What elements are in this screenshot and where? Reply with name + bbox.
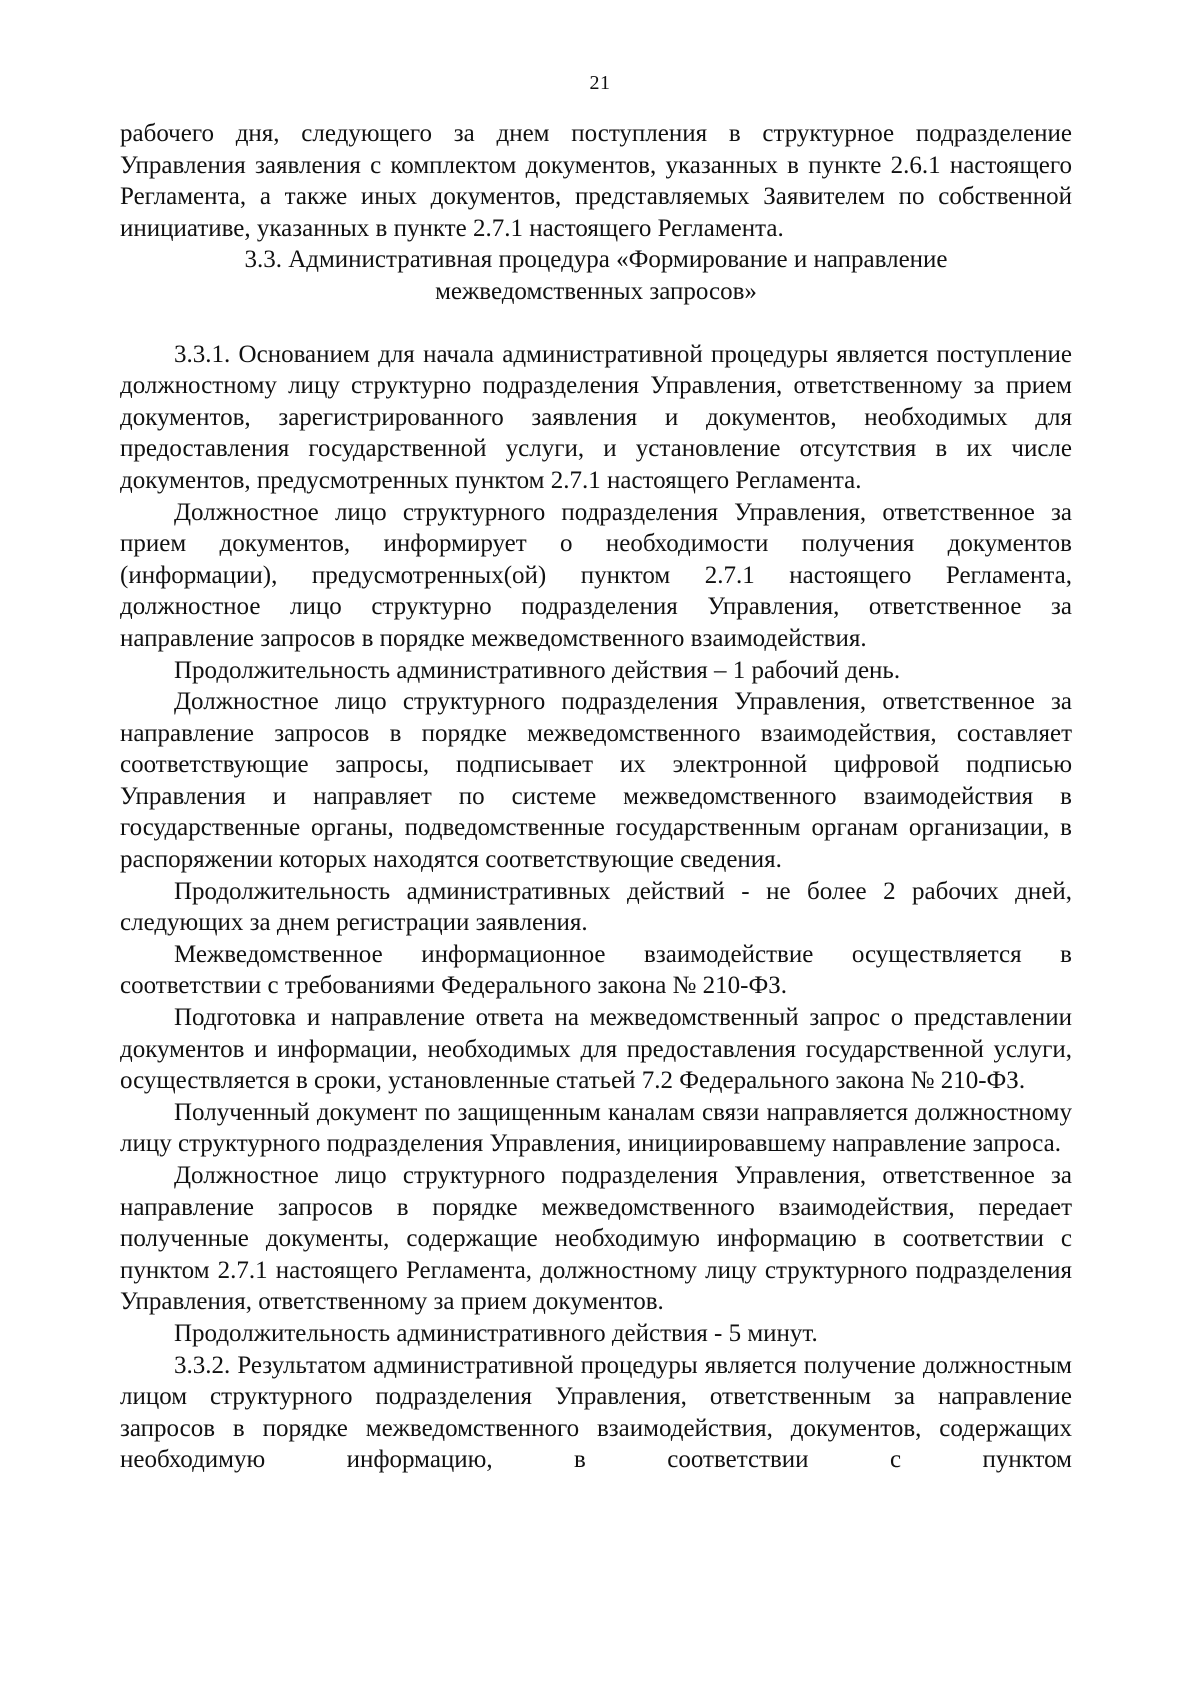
paragraph: Полученный документ по защищенным каналам связи направляется должностному лицу структурного подразделения Управления, инициировавшему направление запроса. [120,1098,1072,1158]
section-heading-line-2: межведомственных запросов» [435,277,757,305]
paragraph-3-3-1: 3.3.1. Основанием для начала административной процедуры является поступление должностному лицу структурно подразделения Управления, ответственному за прием документов, зарегистрированного заявления и документов, необходимых для предоставления государственной услуги, и установление отсутствия в их числе документов, предусмотренных пунктом 2.7.1 настоящего Регламента. [120,340,1072,494]
paragraph: Продолжительность административного действия – 1 рабочий день. [174,656,901,684]
document-body [120,118,1072,1476]
paragraph: Межведомственное информационное взаимодействие осуществляется в соответствии с требованиями Федерального закона № 210-ФЗ. [120,940,1072,1000]
paragraph: Подготовка и направление ответа на межведомственный запрос о представлении документов и информации, необходимых для предоставления государственной услуги, осуществляется в сроки, установленные статьей 7.2 Федерального закона № 210-ФЗ. [120,1004,1072,1095]
paragraph: Должностное лицо структурного подразделения Управления, ответственное за направление запросов в порядке межведомственного взаимодействия, передает полученные документы, содержащие необходимую информацию в соответствии с пунктом 2.7.1 настоящего Регламента, должностному лицу структурного подразделения Управления, ответственному за прием документов. [120,1162,1072,1316]
page-number: 21 [589,72,611,94]
paragraph: Продолжительность административных действий - не более 2 рабочих дней, следующих за днем регистрации заявления. [120,877,1072,937]
paragraph: Продолжительность административного действия - 5 минут. [174,1319,818,1347]
spacer [120,308,1072,339]
continuation-paragraph: рабочего дня, следующего за днем поступления в структурное подразделение Управления заявления с комплектом документов, указанных в пункте 2.6.1 настоящего Регламента, а также иных документов, представляемых Заявителем по собственной инициативе, указанных в пункте 2.7.1 настоящего Регламента. [120,120,1072,242]
paragraph: Должностное лицо структурного подразделения Управления, ответственное за направление запросов в порядке межведомственного взаимодействия, составляет соответствующие запросы, подписывает их электронной цифровой подписью Управления и направляет по системе межведомственного взаимодействия в государственные органы, подведомственные государственным органам организации, в распоряжении которых находятся соответствующие сведения. [120,688,1072,874]
section-heading [120,244,1072,307]
paragraph-3-3-2: 3.3.2. Результатом административной процедуры является получение должностным лицом структурного подразделения Управления, ответственным за направление запросов в порядке межведомственного взаимодействия, документов, содержащих необходимую информацию, в соответствии с пунктом [120,1351,1072,1474]
section-heading-line-1: 3.3. Административная процедура «Формирование и направление [244,246,948,274]
paragraph: Должностное лицо структурного подразделения Управления, ответственное за прием документов, информирует о необходимости получения документов (информации), предусмотренных(ой) пунктом 2.7.1 настоящего Регламента, должностное лицо структурно подразделения Управления, ответственное за направление запросов в порядке межведомственного взаимодействия. [120,498,1072,652]
